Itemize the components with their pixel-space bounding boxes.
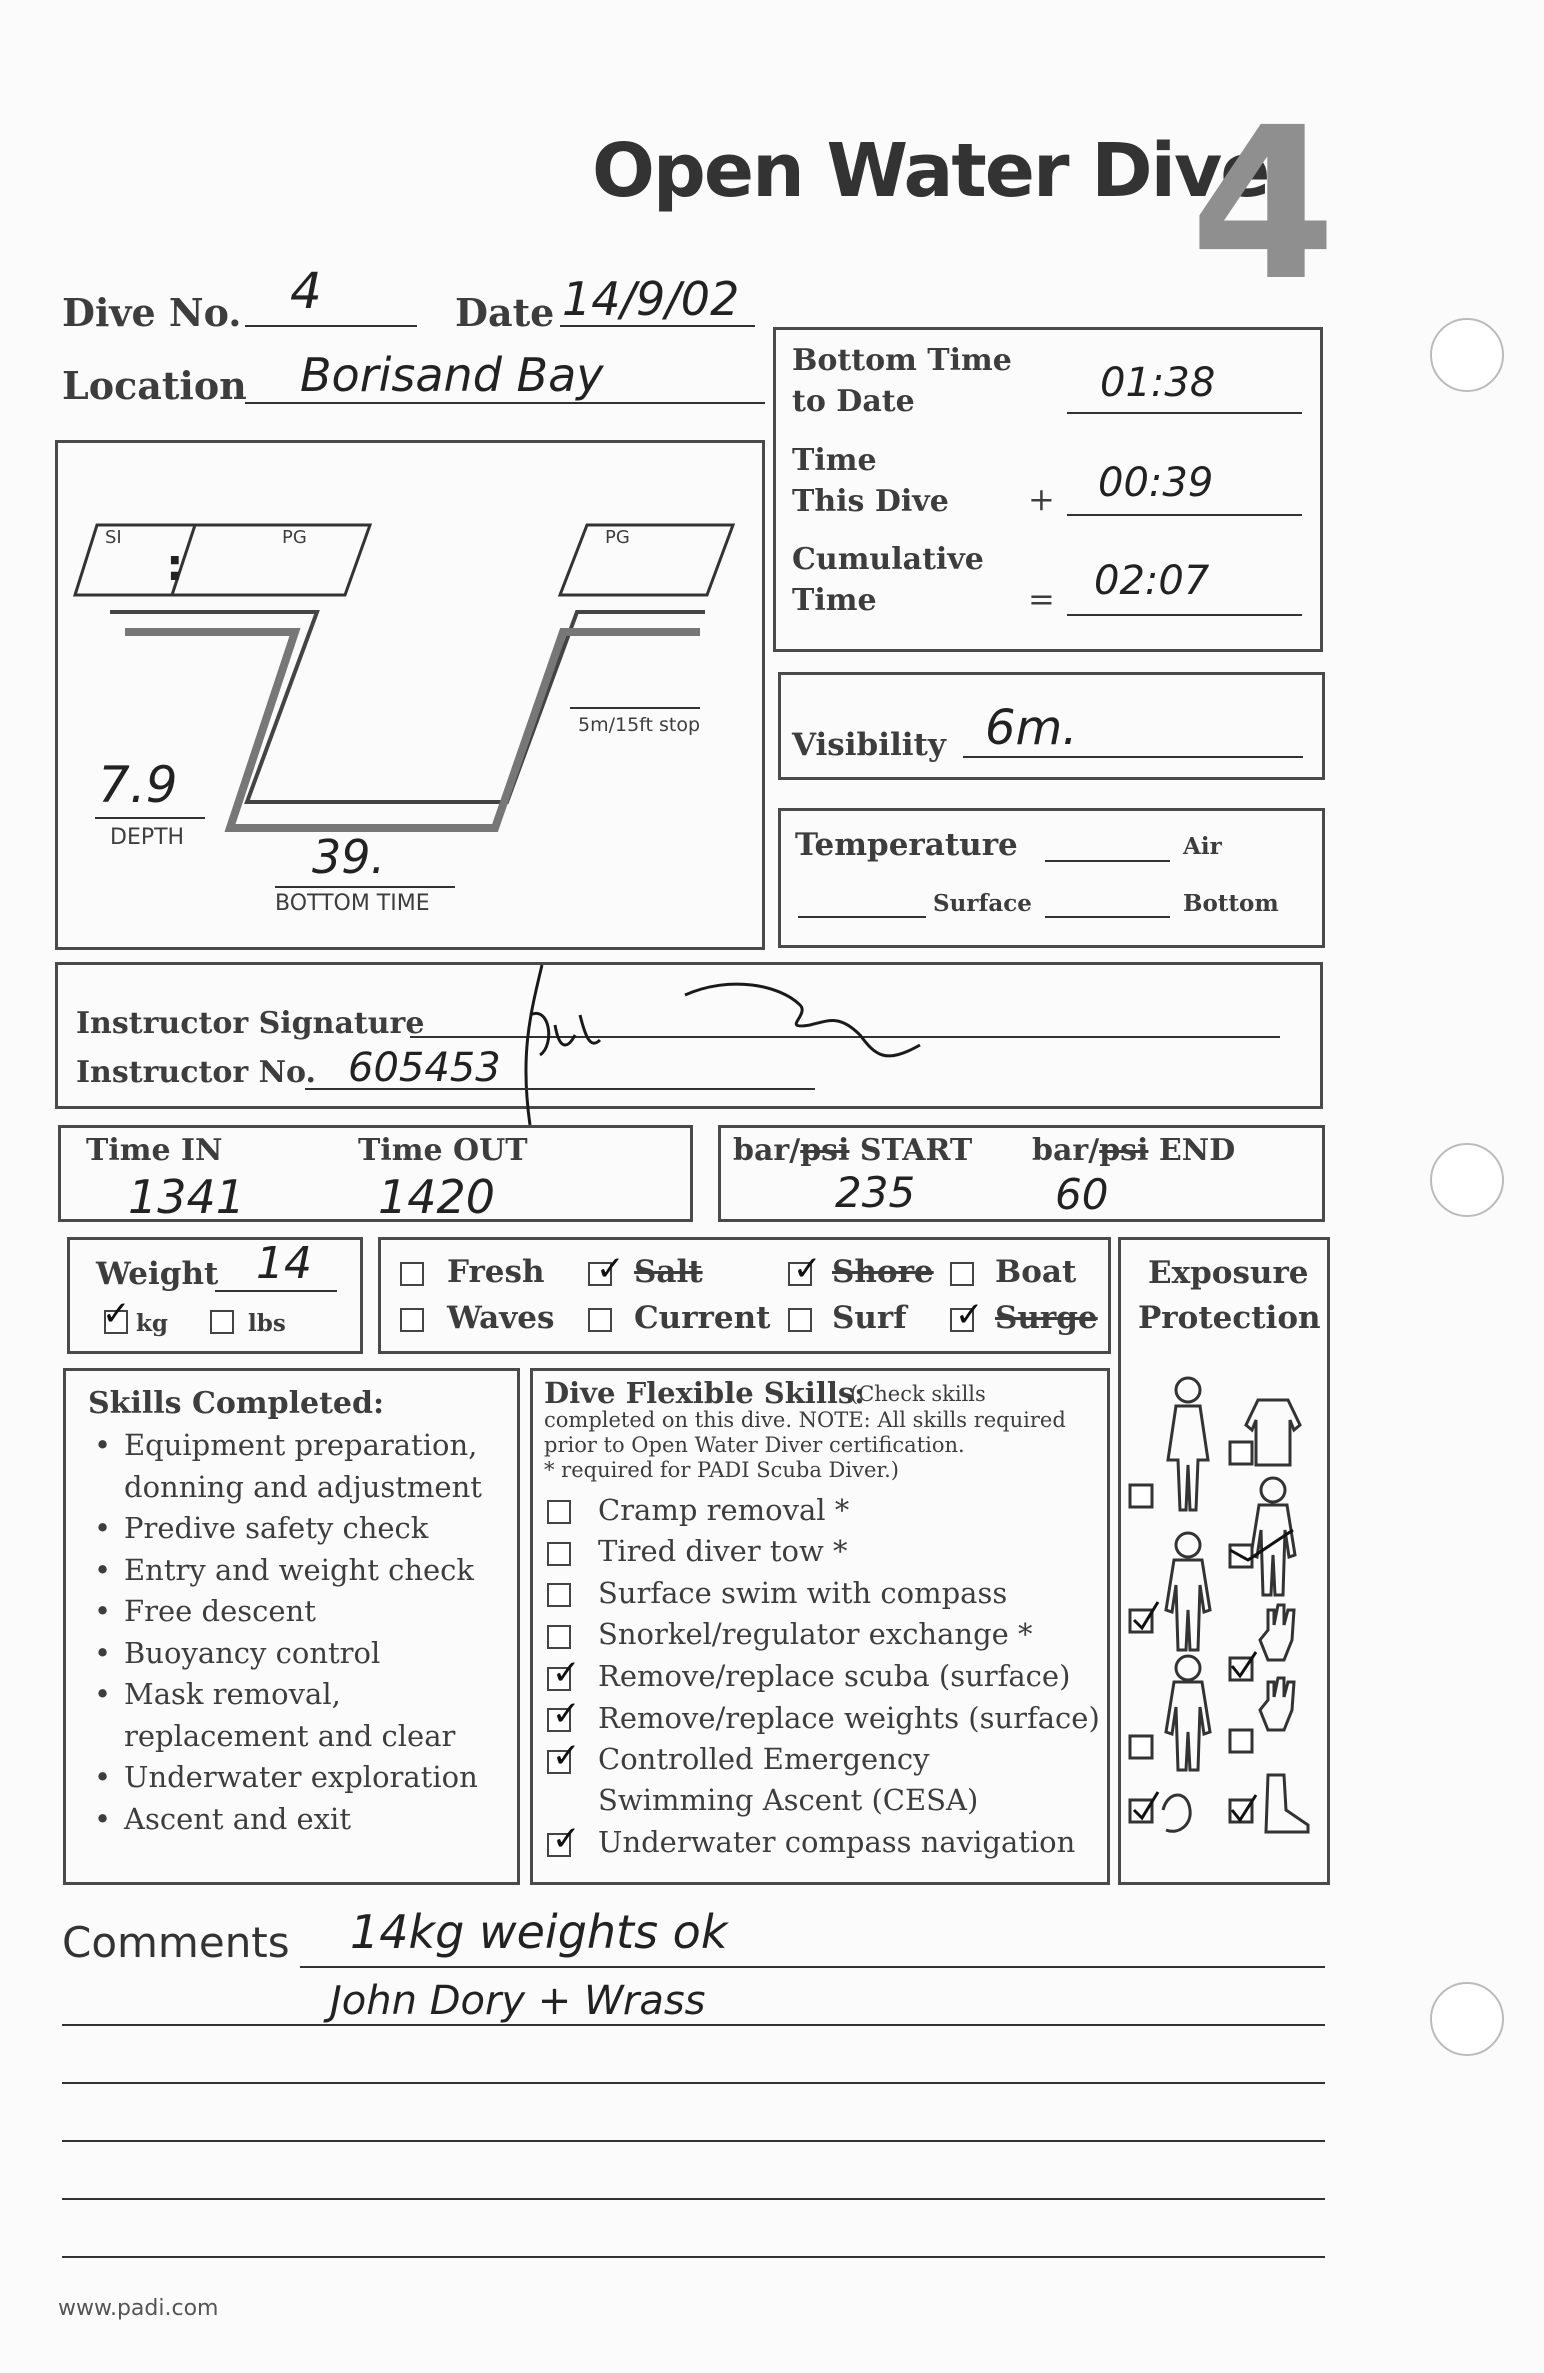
bottom-to-date-value[interactable]: 01:38 [1100, 360, 1216, 406]
comment-text-1[interactable]: 14kg weights ok [350, 1905, 728, 1959]
instructor-signature[interactable] [480, 955, 940, 1135]
exposure-suit-icons [1118, 1370, 1330, 1850]
waves-checkbox[interactable] [400, 1308, 424, 1332]
list-item: • Free descent [88, 1591, 518, 1633]
location-label: Location [62, 363, 247, 408]
cumulative-line [1067, 614, 1302, 616]
flexible-skills-note-1: (Check skills [850, 1382, 986, 1406]
surge-label: Surge [995, 1300, 1098, 1336]
salt-label: Salt [634, 1254, 703, 1290]
list-item: • Mask removal, [88, 1674, 518, 1716]
comment-line-4 [62, 2140, 1325, 2142]
dive-number-badge: 4 [1190, 82, 1337, 327]
depth-value[interactable]: 7.9 [98, 756, 178, 814]
current-checkbox[interactable] [588, 1308, 612, 1332]
skill-label: Remove/replace scuba (surface) [598, 1659, 1071, 1693]
list-item [88, 1716, 518, 1758]
weight-value[interactable]: 14 [256, 1238, 312, 1289]
comment-line-6 [62, 2256, 1325, 2258]
location-line [245, 402, 765, 404]
weights-checkmark-icon: ✓ [552, 1694, 581, 1734]
exposure-label-1: Exposure [1148, 1255, 1309, 1291]
skill-label: Cramp removal * [598, 1493, 850, 1527]
kg-label: kg [136, 1310, 169, 1337]
current-label: Current [634, 1300, 771, 1336]
this-dive-line [1067, 514, 1302, 516]
instructor-signature-label: Instructor Signature [76, 1006, 425, 1041]
skill-label: Underwater compass navigation [598, 1825, 1076, 1859]
air-temp-line [1045, 860, 1170, 862]
list-item: • Buoyancy control [88, 1633, 518, 1675]
si-label: SI [105, 527, 122, 548]
list-item: • Equipment preparation, [88, 1425, 518, 1467]
skill-label: Remove/replace weights (surface) [598, 1701, 1100, 1735]
flexible-skills-note-3: prior to Open Water Diver certification. [544, 1433, 965, 1457]
shore-label: Shore [832, 1254, 934, 1290]
fresh-label: Fresh [447, 1254, 545, 1290]
visibility-label: Visibility [792, 727, 946, 763]
flexible-skills-note-2: completed on this dive. NOTE: All skills required [544, 1408, 1066, 1432]
instructor-no-value[interactable]: 605453 [348, 1045, 501, 1091]
binder-hole-top [1430, 318, 1504, 392]
temperature-label: Temperature [795, 827, 1018, 863]
skills-completed-heading: Skills Completed: [88, 1386, 385, 1421]
surge-checkmark-icon: ✓ [955, 1295, 984, 1335]
this-dive-label-1: Time [792, 443, 877, 478]
bottom-temp-line [1045, 916, 1170, 918]
date-value[interactable]: 14/9/02 [562, 272, 740, 326]
list-item [88, 1467, 518, 1509]
end-pressure-value[interactable]: 60 [1055, 1170, 1109, 1219]
comment-text-2[interactable]: John Dory + Wrass [330, 1978, 706, 2024]
waves-label: Waves [447, 1300, 555, 1336]
shore-checkmark-icon: ✓ [793, 1249, 822, 1289]
cumulative-label-1: Cumulative [792, 542, 984, 577]
surface-temp-label: Surface [933, 890, 1032, 917]
binder-hole-middle [1430, 1143, 1504, 1217]
comment-line-1 [300, 1966, 1325, 1968]
bottom-temp-label: Bottom [1183, 890, 1279, 917]
safety-stop-label: 5m/15ft stop [578, 714, 701, 736]
bottom-to-date-label-1: Bottom Time [792, 343, 1012, 378]
flexible-skills-note-4: * required for PADI Scuba Diver.) [544, 1458, 899, 1482]
comment-line-3 [62, 2082, 1325, 2084]
skill-label-continuation: Swimming Ascent (CESA) [598, 1783, 979, 1817]
surf-label: Surf [832, 1300, 907, 1336]
location-value[interactable]: Borisand Bay [300, 348, 604, 402]
this-dive-value[interactable]: 00:39 [1098, 460, 1214, 506]
kg-checkmark-icon: ✓ [102, 1294, 131, 1334]
skill-checkbox-cramp[interactable] [547, 1500, 571, 1524]
skill-checkbox-snorkel[interactable] [547, 1625, 571, 1649]
skill-label: Surface swim with compass [598, 1576, 1008, 1610]
start-pressure-value[interactable]: 235 [835, 1168, 916, 1217]
start-bar-unit: bar/ [733, 1133, 801, 1168]
dive-no-value[interactable]: 4 [290, 262, 322, 320]
dive-profile-diagram [55, 440, 765, 950]
boat-checkbox[interactable] [950, 1262, 974, 1286]
footer-url[interactable]: www.padi.com [58, 2296, 219, 2321]
date-label: Date [455, 290, 555, 335]
cumulative-value[interactable]: 02:07 [1094, 558, 1210, 604]
exposure-label-2: Protection [1138, 1300, 1321, 1336]
time-out-value[interactable]: 1420 [378, 1170, 496, 1224]
scuba-checkmark-icon: ✓ [552, 1653, 581, 1693]
end-label: END [1158, 1133, 1236, 1168]
cumulative-label-2: Time [792, 583, 877, 618]
end-psi-unit: psi [1099, 1133, 1149, 1168]
weight-line [215, 1290, 337, 1292]
si-colon: : [166, 540, 184, 591]
pg-label-start: PG [282, 527, 307, 548]
start-label: START [859, 1133, 973, 1168]
lbs-label: lbs [248, 1310, 286, 1337]
list-item: • Ascent and exit [88, 1799, 518, 1841]
skill-label: Snorkel/regulator exchange * [598, 1617, 1033, 1651]
end-pressure-label [1032, 1133, 1235, 1168]
bottom-to-date-label-2: to Date [792, 384, 915, 419]
time-out-label: Time OUT [358, 1133, 528, 1168]
air-temp-label: Air [1183, 833, 1222, 860]
list-item: • Predive safety check [88, 1508, 518, 1550]
surf-checkbox[interactable] [788, 1308, 812, 1332]
list-item: • Entry and weight check [88, 1550, 518, 1592]
end-bar-unit: bar/ [1032, 1133, 1100, 1168]
dive-no-label: Dive No. [62, 290, 242, 335]
bottom-time-label: BOTTOM TIME [275, 891, 430, 916]
weight-label: Weight [96, 1256, 219, 1292]
time-in-value[interactable]: 1341 [128, 1170, 246, 1224]
this-dive-label-2: This Dive [792, 484, 949, 519]
bottom-time-value[interactable]: 39. [312, 830, 386, 884]
time-in-label: Time IN [86, 1133, 223, 1168]
flexible-skills-heading: Dive Flexible Skills: [544, 1376, 865, 1410]
depth-label: DEPTH [110, 825, 185, 850]
list-item: • Underwater exploration [88, 1757, 518, 1799]
surface-temp-line [798, 916, 926, 918]
compass-nav-checkmark-icon: ✓ [552, 1819, 581, 1859]
skill-checkbox-surface-swim[interactable] [547, 1583, 571, 1607]
fresh-checkbox[interactable] [400, 1262, 424, 1286]
pg-label-end: PG [605, 527, 630, 548]
start-pressure-label [733, 1133, 972, 1168]
binder-hole-bottom [1430, 1982, 1504, 2056]
equals-sign: = [1028, 580, 1055, 618]
skill-label: Tired diver tow * [598, 1534, 848, 1568]
list-item-continuation: donning and adjustment [124, 1469, 482, 1504]
salt-checkmark-icon: ✓ [596, 1249, 625, 1289]
visibility-value[interactable]: 6m. [985, 700, 1078, 756]
list-item-continuation: replacement and clear [124, 1718, 456, 1753]
instructor-no-label: Instructor No. [76, 1055, 316, 1090]
skills-completed-list [88, 1425, 518, 1840]
visibility-line [963, 756, 1303, 758]
start-psi-unit: psi [800, 1133, 850, 1168]
skill-checkbox-tired-diver[interactable] [547, 1542, 571, 1566]
comment-line-5 [62, 2198, 1325, 2200]
boat-label: Boat [995, 1254, 1077, 1290]
bottom-to-date-line [1067, 412, 1302, 414]
lbs-checkbox[interactable] [210, 1310, 234, 1334]
skill-label: Controlled Emergency [598, 1742, 930, 1776]
comment-line-2 [62, 2024, 1325, 2026]
page-title: Open Water Dive [592, 128, 1269, 214]
dive-no-line [245, 325, 417, 327]
comments-label: Comments [62, 1918, 290, 1967]
cesa-checkmark-icon: ✓ [552, 1736, 581, 1776]
plus-sign: + [1028, 480, 1055, 518]
